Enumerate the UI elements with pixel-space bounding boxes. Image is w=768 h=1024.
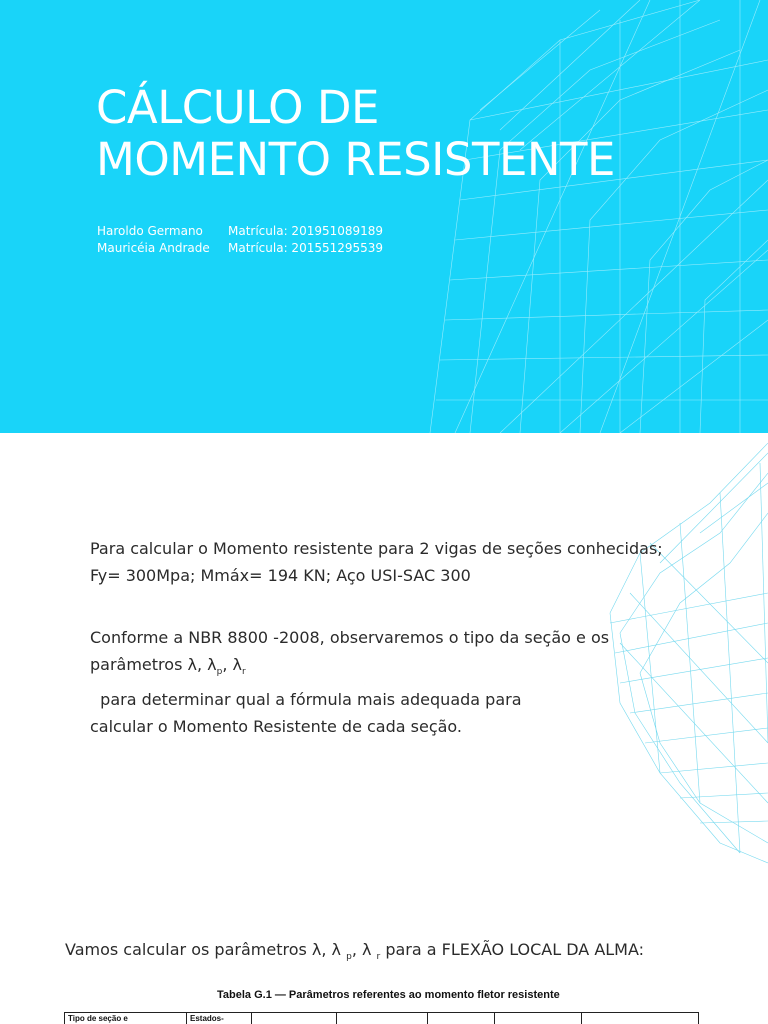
text-fragment: para determinar qual a fórmula mais adequada para [90, 690, 522, 709]
author-matricula: Matrícula: 201551295539 [228, 241, 384, 255]
authors-block [97, 223, 383, 257]
content-slide [0, 433, 768, 888]
author-name: Mauricéia Andrade [97, 241, 210, 255]
subscript-r: r [376, 952, 381, 962]
table-header-cell: Estados- [187, 1013, 252, 1024]
method-line-1: Conforme a NBR 8800 -2008, observaremos o tipo da seção e os [90, 628, 610, 647]
title-line-2: MOMENTO RESISTENTE [96, 133, 615, 186]
title-slide [0, 0, 768, 433]
method-paragraph [90, 624, 670, 740]
intro-paragraph [90, 535, 670, 589]
author-matricula: Matrícula: 201951089189 [228, 224, 384, 238]
table-cell [428, 1013, 495, 1024]
parameters-heading [65, 940, 644, 962]
table-caption: Tabela G.1 — Parâmetros referentes ao momento fletor resistente [217, 989, 560, 1001]
table-row [65, 1013, 699, 1024]
parameters-slide [0, 888, 768, 1024]
table-cell [582, 1013, 699, 1024]
text-fragment: Vamos calcular os parâmetros λ, λ [65, 940, 347, 959]
text-fragment: parâmetros λ, λ [90, 655, 217, 674]
parameters-table [64, 1012, 699, 1024]
table-cell [495, 1013, 582, 1024]
text-fragment: para a FLEXÃO LOCAL DA ALMA: [380, 940, 645, 959]
table-header-cell: Tipo de seção e [65, 1013, 187, 1024]
text-fragment: , λ [351, 940, 377, 959]
text-fragment: , λ [222, 655, 242, 674]
slide-title [96, 82, 615, 186]
subscript-r: r [241, 667, 246, 677]
table-cell [252, 1013, 337, 1024]
subscript-p: p [346, 952, 352, 962]
method-line-2 [90, 651, 670, 713]
table-cell [337, 1013, 428, 1024]
author-row [97, 223, 383, 240]
author-name: Haroldo Germano [97, 224, 203, 238]
subscript-p: p [216, 667, 223, 677]
intro-line-2: Fy= 300Mpa; Mmáx= 194 KN; Aço USI-SAC 300 [90, 566, 471, 585]
building-wireframe-illustration [0, 0, 768, 433]
title-line-1: CÁLCULO DE [96, 81, 379, 134]
method-line-3: calcular o Momento Resistente de cada seção. [90, 717, 463, 736]
intro-line-1: Para calcular o Momento resistente para 2 vigas de seções conhecidas; [90, 539, 663, 558]
author-row [97, 240, 383, 257]
